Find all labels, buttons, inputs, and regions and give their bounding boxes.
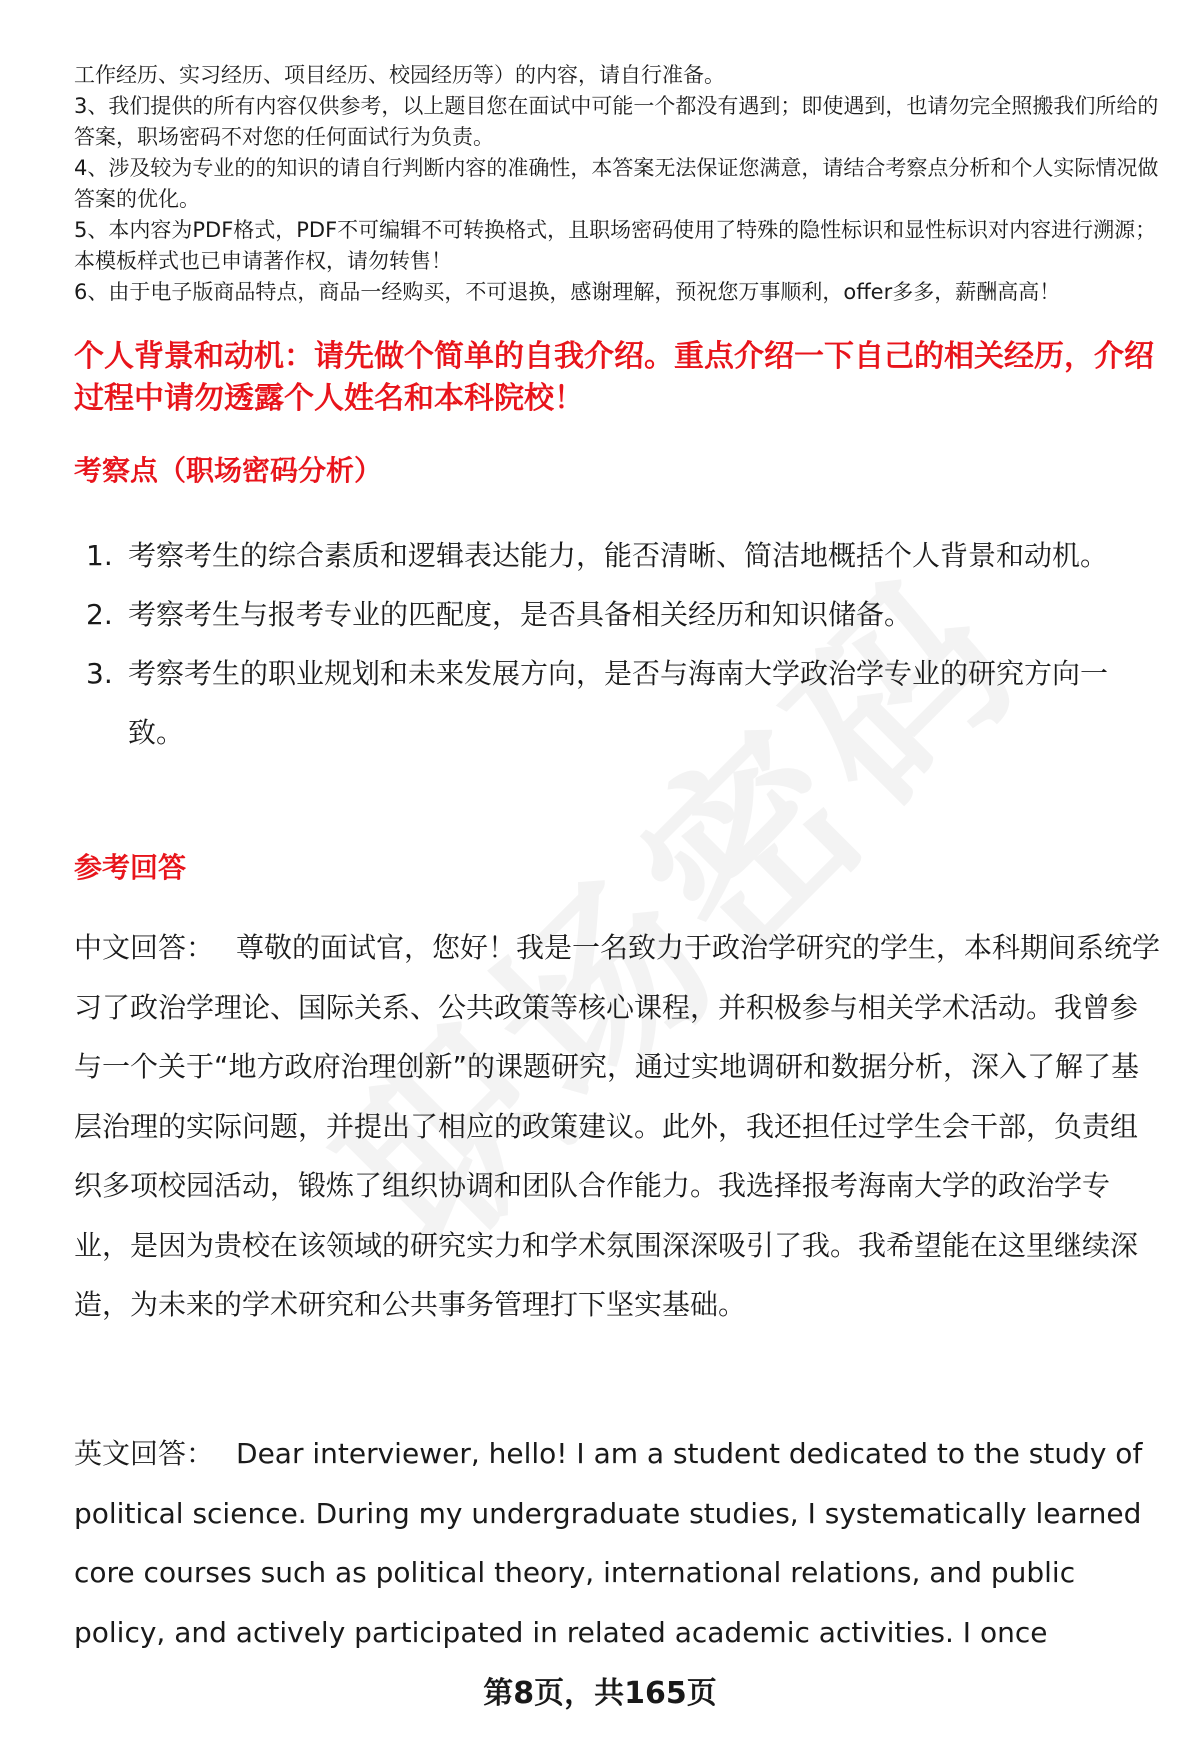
list-item-text: 考察考生的综合素质和逻辑表达能力，能否清晰、简洁地概括个人背景和动机。 <box>128 539 1109 572</box>
notice-item: 5、本内容为PDF格式，PDF不可编辑不可转换格式，且职场密码使用了特殊的隐性标识和显性标识对内容进行溯源；本模板样式也已申请著作权，请勿转售！ <box>74 218 1157 273</box>
notice-list <box>74 60 1164 308</box>
notice-item: 3、我们提供的所有内容仅供参考，以上题目您在面试中可能一个都没有遇到；即使遇到，也请勿完全照搬我们所给的答案，职场密码不对您的任何面试行为负责。 <box>74 94 1159 149</box>
list-item-text: 考察考生与报考专业的匹配度，是否具备相关经历和知识储备。 <box>128 598 913 631</box>
notice-item: 4、涉及较为专业的的知识的请自行判断内容的准确性，本答案无法保证您满意，请结合考察点分析和个人实际情况做答案的优化。 <box>74 156 1159 211</box>
list-item-number: 1. <box>86 539 113 572</box>
english-answer <box>74 1424 1164 1662</box>
list-item <box>74 526 1154 585</box>
list-item <box>74 585 1154 644</box>
notice-item: 工作经历、实习经历、项目经历、校园经历等）的内容，请自行准备。 <box>74 63 725 87</box>
chinese-answer <box>74 918 1164 1335</box>
notice-item: 6、由于电子版商品特点，商品一经购买，不可退换，感谢理解，预祝您万事顺利，offer多多，薪酬高高！ <box>74 280 1061 304</box>
english-answer-text: Dear interviewer, hello! I am a student dedicated to the study of political science. During my undergraduate studies, I systematically learned core courses such as political theory, international relations, and public policy, and actively participated in related academic activities. I once <box>74 1437 1143 1649</box>
evaluation-points-title: 考察点（职场密码分析） <box>74 454 383 487</box>
list-item <box>74 644 1154 762</box>
english-answer-label: 英文回答： <box>74 1437 215 1470</box>
list-item-text: 考察考生的职业规划和未来发展方向，是否与海南大学政治学专业的研究方向一致。 <box>128 657 1109 749</box>
list-item-number: 2. <box>86 598 113 631</box>
reference-answer-title: 参考回答 <box>74 851 187 884</box>
list-item-number: 3. <box>86 657 113 690</box>
question-heading: 个人背景和动机：请先做个简单的自我介绍。重点介绍一下自己的相关经历，介绍过程中请勿透露个人姓名和本科院校！ <box>74 339 1154 416</box>
chinese-answer-text: 尊敬的面试官，您好！我是一名致力于政治学研究的学生，本科期间系统学习了政治学理论、国际关系、公共政策等核心课程，并积极参与相关学术活动。我曾参与一个关于“地方政府治理创新”的课题研究，通过实地调研和数据分析，深入了解了基层治理的实际问题，并提出了相应的政策建议。此外，我还担任过学生会干部，负责组织多项校园活动，锻炼了组织协调和团队合作能力。我选择报考海南大学的政治学专业，是因为贵校在该领域的研究实力和学术氛围深深吸引了我。我希望能在这里继续深造，为未来的学术研究和公共事务管理打下坚实基础。 <box>74 931 1161 1321</box>
page-number: 第8页，共165页 <box>483 1676 717 1711</box>
chinese-answer-label: 中文回答： <box>74 931 215 964</box>
evaluation-points-list <box>74 526 1154 762</box>
